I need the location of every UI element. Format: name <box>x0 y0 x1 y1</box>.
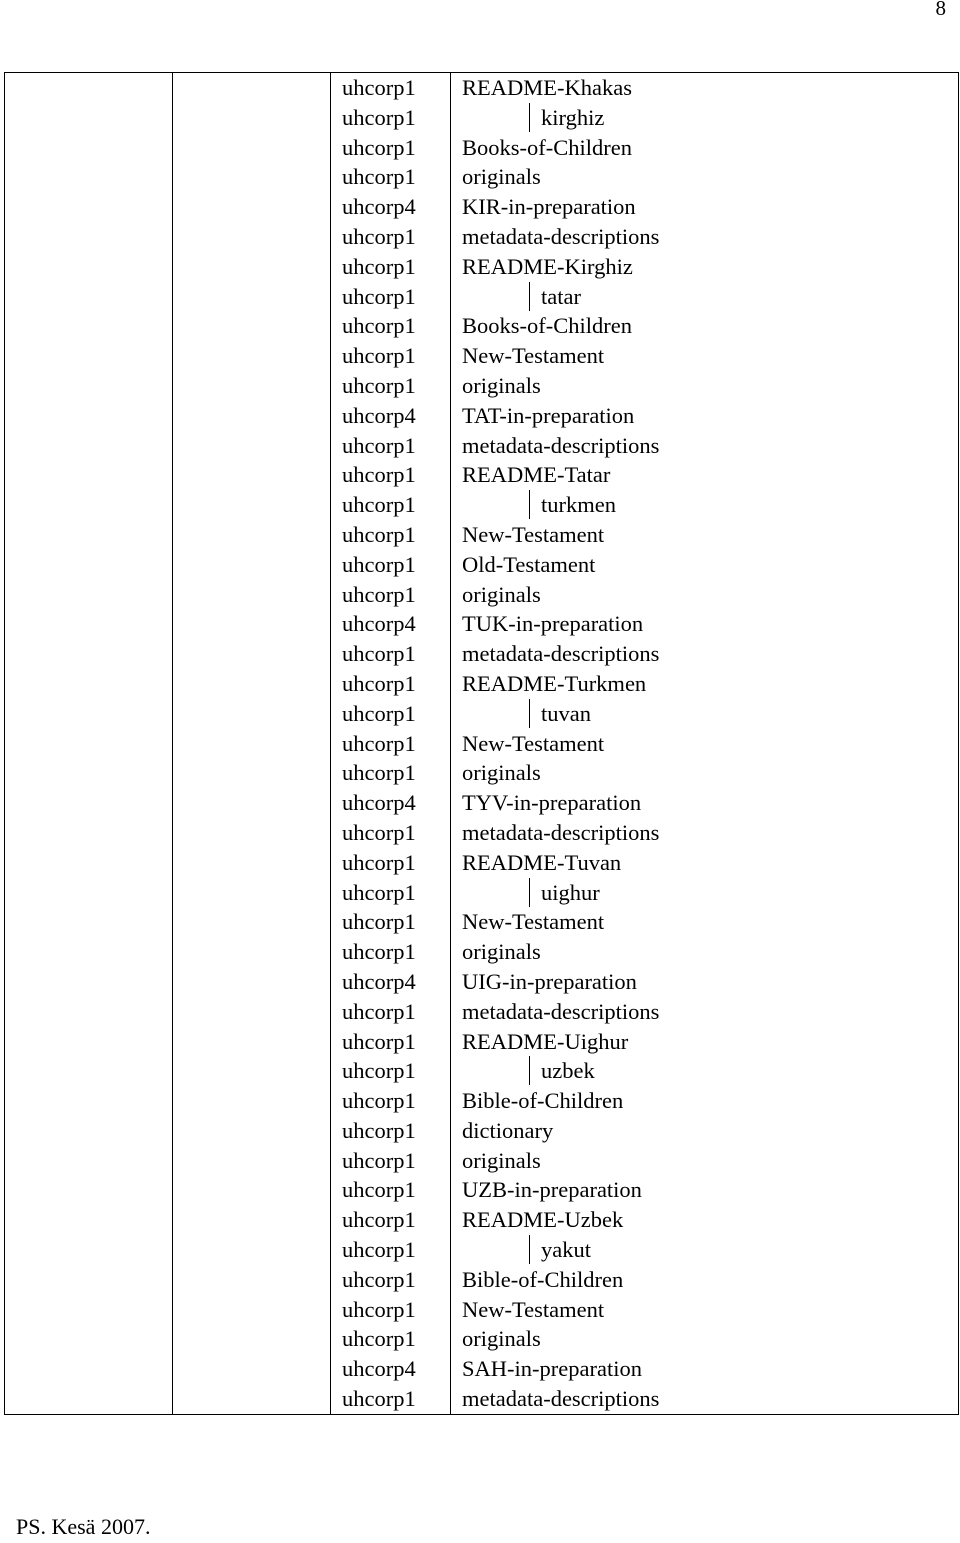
table-row <box>5 1086 959 1116</box>
table-row <box>5 1384 959 1414</box>
table-row <box>5 848 959 878</box>
server-cell: uhcorp1 <box>331 460 451 490</box>
empty-cell <box>173 848 331 878</box>
entry-cell: New-Testament <box>451 729 959 759</box>
entry-cell: README-Uzbek <box>451 1205 959 1235</box>
server-cell: uhcorp1 <box>331 222 451 252</box>
empty-cell <box>173 1146 331 1176</box>
empty-cell <box>173 550 331 580</box>
table-row <box>5 609 959 639</box>
server-cell: uhcorp1 <box>331 282 451 312</box>
server-cell: uhcorp1 <box>331 997 451 1027</box>
empty-cell <box>173 609 331 639</box>
directory-cell <box>451 878 959 908</box>
empty-cell <box>5 1116 173 1146</box>
table-row <box>5 282 959 312</box>
entry-cell: Bible-of-Children <box>451 1265 959 1295</box>
server-cell: uhcorp1 <box>331 103 451 133</box>
entry-cell: README-Turkmen <box>451 669 959 699</box>
server-cell: uhcorp4 <box>331 788 451 818</box>
empty-cell <box>5 73 173 103</box>
empty-cell <box>173 1027 331 1057</box>
entry-cell: metadata-descriptions <box>451 818 959 848</box>
table-row <box>5 1354 959 1384</box>
table-row <box>5 639 959 669</box>
empty-cell <box>5 1205 173 1235</box>
empty-cell <box>173 73 331 103</box>
server-cell: uhcorp1 <box>331 1235 451 1265</box>
entry-cell: Bible-of-Children <box>451 1086 959 1116</box>
entry-cell: metadata-descriptions <box>451 639 959 669</box>
entry-cell: dictionary <box>451 1116 959 1146</box>
table-row <box>5 937 959 967</box>
server-cell: uhcorp4 <box>331 401 451 431</box>
table-row <box>5 580 959 610</box>
empty-cell <box>173 162 331 192</box>
table-row <box>5 1265 959 1295</box>
table-row <box>5 997 959 1027</box>
table-row <box>5 758 959 788</box>
server-cell: uhcorp1 <box>331 848 451 878</box>
server-cell: uhcorp1 <box>331 371 451 401</box>
empty-cell <box>173 401 331 431</box>
empty-cell <box>173 729 331 759</box>
empty-cell <box>173 967 331 997</box>
table-row <box>5 550 959 580</box>
entry-cell: README-Kirghiz <box>451 252 959 282</box>
empty-cell <box>5 311 173 341</box>
empty-cell <box>173 431 331 461</box>
directory-name: yakut <box>529 1235 591 1264</box>
server-cell: uhcorp4 <box>331 967 451 997</box>
directory-cell <box>451 282 959 312</box>
server-cell: uhcorp1 <box>331 907 451 937</box>
server-cell: uhcorp1 <box>331 1205 451 1235</box>
table-row <box>5 1056 959 1086</box>
empty-cell <box>173 580 331 610</box>
server-cell: uhcorp1 <box>331 431 451 461</box>
table-row <box>5 162 959 192</box>
empty-cell <box>173 192 331 222</box>
table-row <box>5 73 959 103</box>
empty-cell <box>173 460 331 490</box>
entry-cell: metadata-descriptions <box>451 1384 959 1414</box>
corpus-directory-table <box>4 72 959 1415</box>
empty-cell <box>173 1116 331 1146</box>
empty-cell <box>5 1384 173 1414</box>
empty-cell <box>173 490 331 520</box>
table-row <box>5 1175 959 1205</box>
table-row <box>5 401 959 431</box>
empty-cell <box>5 1295 173 1325</box>
server-cell: uhcorp4 <box>331 192 451 222</box>
server-cell: uhcorp1 <box>331 550 451 580</box>
empty-cell <box>5 103 173 133</box>
entry-cell: README-Uighur <box>451 1027 959 1057</box>
empty-cell <box>173 103 331 133</box>
empty-cell <box>5 937 173 967</box>
server-cell: uhcorp1 <box>331 1086 451 1116</box>
empty-cell <box>5 431 173 461</box>
directory-name: tuvan <box>529 699 591 728</box>
entry-cell: New-Testament <box>451 907 959 937</box>
entry-cell: UIG-in-preparation <box>451 967 959 997</box>
empty-cell <box>173 639 331 669</box>
empty-cell <box>173 818 331 848</box>
server-cell: uhcorp1 <box>331 669 451 699</box>
entry-cell: README-Tuvan <box>451 848 959 878</box>
table-row <box>5 907 959 937</box>
empty-cell <box>173 252 331 282</box>
server-cell: uhcorp1 <box>331 580 451 610</box>
entry-cell: originals <box>451 937 959 967</box>
entry-cell: TYV-in-preparation <box>451 788 959 818</box>
empty-cell <box>173 222 331 252</box>
empty-cell <box>5 282 173 312</box>
empty-cell <box>5 1354 173 1384</box>
table-row <box>5 699 959 729</box>
entry-cell: UZB-in-preparation <box>451 1175 959 1205</box>
entry-cell: New-Testament <box>451 520 959 550</box>
server-cell: uhcorp1 <box>331 1175 451 1205</box>
empty-cell <box>173 371 331 401</box>
empty-cell <box>173 1384 331 1414</box>
server-cell: uhcorp1 <box>331 1116 451 1146</box>
empty-cell <box>5 1175 173 1205</box>
server-cell: uhcorp1 <box>331 1324 451 1354</box>
table-body <box>5 73 959 1415</box>
table-row <box>5 1295 959 1325</box>
empty-cell <box>173 788 331 818</box>
entry-cell: TUK-in-preparation <box>451 609 959 639</box>
table-row <box>5 818 959 848</box>
empty-cell <box>173 1354 331 1384</box>
directory-name: turkmen <box>529 490 616 519</box>
entry-cell: metadata-descriptions <box>451 997 959 1027</box>
empty-cell <box>5 639 173 669</box>
entry-cell: originals <box>451 580 959 610</box>
empty-cell <box>173 311 331 341</box>
entry-cell: New-Testament <box>451 1295 959 1325</box>
server-cell: uhcorp1 <box>331 311 451 341</box>
empty-cell <box>5 133 173 163</box>
entry-cell: New-Testament <box>451 341 959 371</box>
empty-cell <box>5 580 173 610</box>
table-row <box>5 252 959 282</box>
entry-cell: metadata-descriptions <box>451 431 959 461</box>
table-row <box>5 1027 959 1057</box>
empty-cell <box>173 937 331 967</box>
table-row <box>5 520 959 550</box>
server-cell: uhcorp1 <box>331 1056 451 1086</box>
table-row <box>5 192 959 222</box>
empty-cell <box>5 162 173 192</box>
directory-name: tatar <box>529 282 581 311</box>
empty-cell <box>5 520 173 550</box>
empty-cell <box>5 699 173 729</box>
empty-cell <box>5 907 173 937</box>
entry-cell: README-Khakas <box>451 73 959 103</box>
server-cell: uhcorp1 <box>331 490 451 520</box>
server-cell: uhcorp4 <box>331 1354 451 1384</box>
entry-cell: README-Tatar <box>451 460 959 490</box>
server-cell: uhcorp1 <box>331 937 451 967</box>
entry-cell: originals <box>451 162 959 192</box>
empty-cell <box>173 520 331 550</box>
directory-cell <box>451 490 959 520</box>
empty-cell <box>5 1086 173 1116</box>
empty-cell <box>5 758 173 788</box>
table-row <box>5 103 959 133</box>
directory-cell <box>451 103 959 133</box>
empty-cell <box>5 1324 173 1354</box>
empty-cell <box>5 729 173 759</box>
empty-cell <box>173 133 331 163</box>
server-cell: uhcorp1 <box>331 878 451 908</box>
empty-cell <box>173 1265 331 1295</box>
directory-cell <box>451 699 959 729</box>
empty-cell <box>173 997 331 1027</box>
empty-cell <box>173 1235 331 1265</box>
server-cell: uhcorp1 <box>331 818 451 848</box>
empty-cell <box>173 341 331 371</box>
empty-cell <box>173 878 331 908</box>
empty-cell <box>5 460 173 490</box>
empty-cell <box>5 252 173 282</box>
table-row <box>5 1116 959 1146</box>
empty-cell <box>5 341 173 371</box>
footer-text: PS. Kesä 2007. <box>16 1514 151 1539</box>
entry-cell: TAT-in-preparation <box>451 401 959 431</box>
empty-cell <box>173 282 331 312</box>
server-cell: uhcorp1 <box>331 699 451 729</box>
empty-cell <box>5 1056 173 1086</box>
empty-cell <box>5 1235 173 1265</box>
server-cell: uhcorp1 <box>331 252 451 282</box>
table-row <box>5 222 959 252</box>
empty-cell <box>173 907 331 937</box>
empty-cell <box>173 669 331 699</box>
table-row <box>5 1324 959 1354</box>
directory-name: uzbek <box>529 1056 595 1085</box>
table-row <box>5 1205 959 1235</box>
entry-cell: metadata-descriptions <box>451 222 959 252</box>
server-cell: uhcorp1 <box>331 133 451 163</box>
empty-cell <box>5 550 173 580</box>
empty-cell <box>5 609 173 639</box>
empty-cell <box>5 878 173 908</box>
empty-cell <box>173 1086 331 1116</box>
empty-cell <box>5 1265 173 1295</box>
server-cell: uhcorp1 <box>331 1027 451 1057</box>
table-row <box>5 1146 959 1176</box>
server-cell: uhcorp1 <box>331 758 451 788</box>
table-row <box>5 133 959 163</box>
table-row <box>5 967 959 997</box>
entry-cell: Old-Testament <box>451 550 959 580</box>
table-row <box>5 878 959 908</box>
empty-cell <box>173 699 331 729</box>
empty-cell <box>5 669 173 699</box>
directory-cell <box>451 1235 959 1265</box>
empty-cell <box>173 1295 331 1325</box>
directory-cell <box>451 1056 959 1086</box>
server-cell: uhcorp1 <box>331 341 451 371</box>
table-row <box>5 341 959 371</box>
empty-cell <box>173 1175 331 1205</box>
empty-cell <box>5 1027 173 1057</box>
empty-cell <box>173 1324 331 1354</box>
empty-cell <box>5 788 173 818</box>
entry-cell: Books-of-Children <box>451 133 959 163</box>
empty-cell <box>173 1056 331 1086</box>
server-cell: uhcorp1 <box>331 729 451 759</box>
table-row <box>5 311 959 341</box>
empty-cell <box>5 818 173 848</box>
table-row <box>5 729 959 759</box>
server-cell: uhcorp1 <box>331 73 451 103</box>
empty-cell <box>5 490 173 520</box>
entry-cell: KIR-in-preparation <box>451 192 959 222</box>
directory-name: uighur <box>529 878 600 907</box>
server-cell: uhcorp1 <box>331 520 451 550</box>
table-row <box>5 1235 959 1265</box>
entry-cell: originals <box>451 758 959 788</box>
empty-cell <box>5 371 173 401</box>
empty-cell <box>173 758 331 788</box>
table-row <box>5 460 959 490</box>
directory-name: kirghiz <box>529 103 604 132</box>
empty-cell <box>5 222 173 252</box>
table-row <box>5 431 959 461</box>
table-row <box>5 371 959 401</box>
empty-cell <box>173 1205 331 1235</box>
page-number: 8 <box>935 0 946 20</box>
entry-cell: originals <box>451 371 959 401</box>
server-cell: uhcorp1 <box>331 1295 451 1325</box>
empty-cell <box>5 401 173 431</box>
server-cell: uhcorp1 <box>331 162 451 192</box>
entry-cell: Books-of-Children <box>451 311 959 341</box>
entry-cell: originals <box>451 1146 959 1176</box>
entry-cell: SAH-in-preparation <box>451 1354 959 1384</box>
table-row <box>5 669 959 699</box>
server-cell: uhcorp1 <box>331 1265 451 1295</box>
empty-cell <box>5 848 173 878</box>
table-row <box>5 490 959 520</box>
server-cell: uhcorp1 <box>331 1146 451 1176</box>
entry-cell: originals <box>451 1324 959 1354</box>
table-row <box>5 788 959 818</box>
server-cell: uhcorp4 <box>331 609 451 639</box>
empty-cell <box>5 192 173 222</box>
empty-cell <box>5 997 173 1027</box>
empty-cell <box>5 967 173 997</box>
empty-cell <box>5 1146 173 1176</box>
server-cell: uhcorp1 <box>331 1384 451 1414</box>
server-cell: uhcorp1 <box>331 639 451 669</box>
